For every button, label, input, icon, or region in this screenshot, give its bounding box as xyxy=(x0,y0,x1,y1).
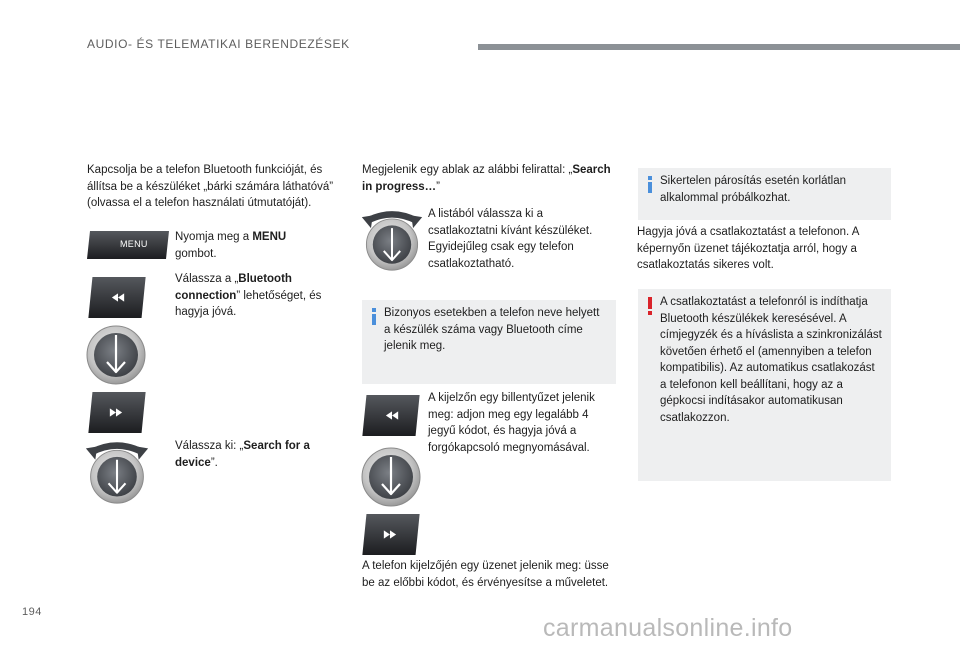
step3-text-bold: Search for a device xyxy=(175,440,310,469)
step3-text-post: ”. xyxy=(210,456,218,469)
menu-button-illustration xyxy=(86,230,170,260)
col3-text: Hagyja jóvá a csatlakoztatást a telefonon. A képernyőn üzenet tájékoztatja arról, hogy a csatlakoztatás sikeres volt. xyxy=(637,226,859,271)
col2-step2: A kijelzőn egy billentyűzet jelenik meg: adjon meg egy legalább 4 jegyű kódot, és hagyja jóvá a forgókapcsoló megnyomásával. xyxy=(428,392,595,454)
step1-text-bold: MENU xyxy=(252,231,287,243)
fast-forward-button-icon xyxy=(360,512,422,557)
warning-icon xyxy=(648,297,652,315)
warning-box xyxy=(638,289,891,481)
col2-step1: A listából válassza ki a csatlakoztatni kívánt készüléket. Egyidejűleg csak egy telefon csatlakoztatható. xyxy=(428,208,593,270)
step1-text-pre: Nyomja meg a xyxy=(175,231,253,243)
rotary-knob-turn-icon xyxy=(360,206,424,274)
info-box-text: Bizonyos esetekben a telefon neve helyett a készülék száma vagy Bluetooth címe jelenik meg. xyxy=(384,307,600,352)
fast-forward-button-icon xyxy=(86,390,148,435)
info-box xyxy=(638,168,891,220)
info-box-text: Sikertelen párosítás esetén korlátlan alkalommal próbálkozhat. xyxy=(660,175,847,204)
col2-intro-post: ” xyxy=(436,180,440,193)
rewind-button-icon xyxy=(360,393,422,438)
col1-intro: Kapcsolja be a telefon Bluetooth funkcióját, és állítsa be a készüléket „bárki számára láthatóvá” (olvassa el a telefon használati útmutatóját). xyxy=(87,164,334,209)
rotary-knob-press-icon xyxy=(361,447,421,507)
info-icon xyxy=(372,308,376,325)
rotary-knob-press-icon xyxy=(86,325,146,385)
col2-intro xyxy=(362,162,612,195)
col2-outro: A telefon kijelzőjén egy üzenet jelenik meg: üsse be az előbbi kódot, és érvényesítse a műveletet. xyxy=(362,560,609,589)
header-divider-bar xyxy=(478,44,960,50)
col1-step1 xyxy=(175,229,325,262)
col2-intro-pre: Megjelenik egy ablak az alábbi felirattal: „ xyxy=(362,164,573,176)
menu-button-label: MENU xyxy=(120,239,148,249)
info-box xyxy=(362,300,616,384)
rotary-knob-turn-icon xyxy=(84,437,150,507)
step2-text-pre: Válassza a „ xyxy=(175,273,239,285)
watermark: carmanualsonline.info xyxy=(543,614,793,642)
step1-text-post: gombot. xyxy=(175,247,217,260)
step3-text-pre: Válassza ki: „ xyxy=(175,440,244,452)
rewind-button-icon xyxy=(86,275,148,320)
section-title: AUDIO- ÉS TELEMATIKAI BERENDEZÉSEK xyxy=(87,37,350,51)
col1-step2 xyxy=(175,271,335,321)
col1-step3 xyxy=(175,438,335,471)
step2-text-post: ” lehetőséget, és hagyja jóvá. xyxy=(175,289,322,318)
col2-intro-bold: Search in progress… xyxy=(362,164,611,193)
step2-text-bold: Bluetooth connection xyxy=(175,273,292,302)
warning-box-text: A csatlakoztatást a telefonról is indíthatja Bluetooth készülékek keresésével. A címjegyzék és a híváslista a szinkronizálást követően érhető el (amennyiben a telefon kompatibilis). Az automatikus csatlakozást a telefonon kell beállítani, hogy az a gépkocsi indításakor automatikusan csatlakozzon. xyxy=(660,296,882,424)
page-number: 194 xyxy=(22,606,42,618)
info-icon xyxy=(648,176,652,193)
